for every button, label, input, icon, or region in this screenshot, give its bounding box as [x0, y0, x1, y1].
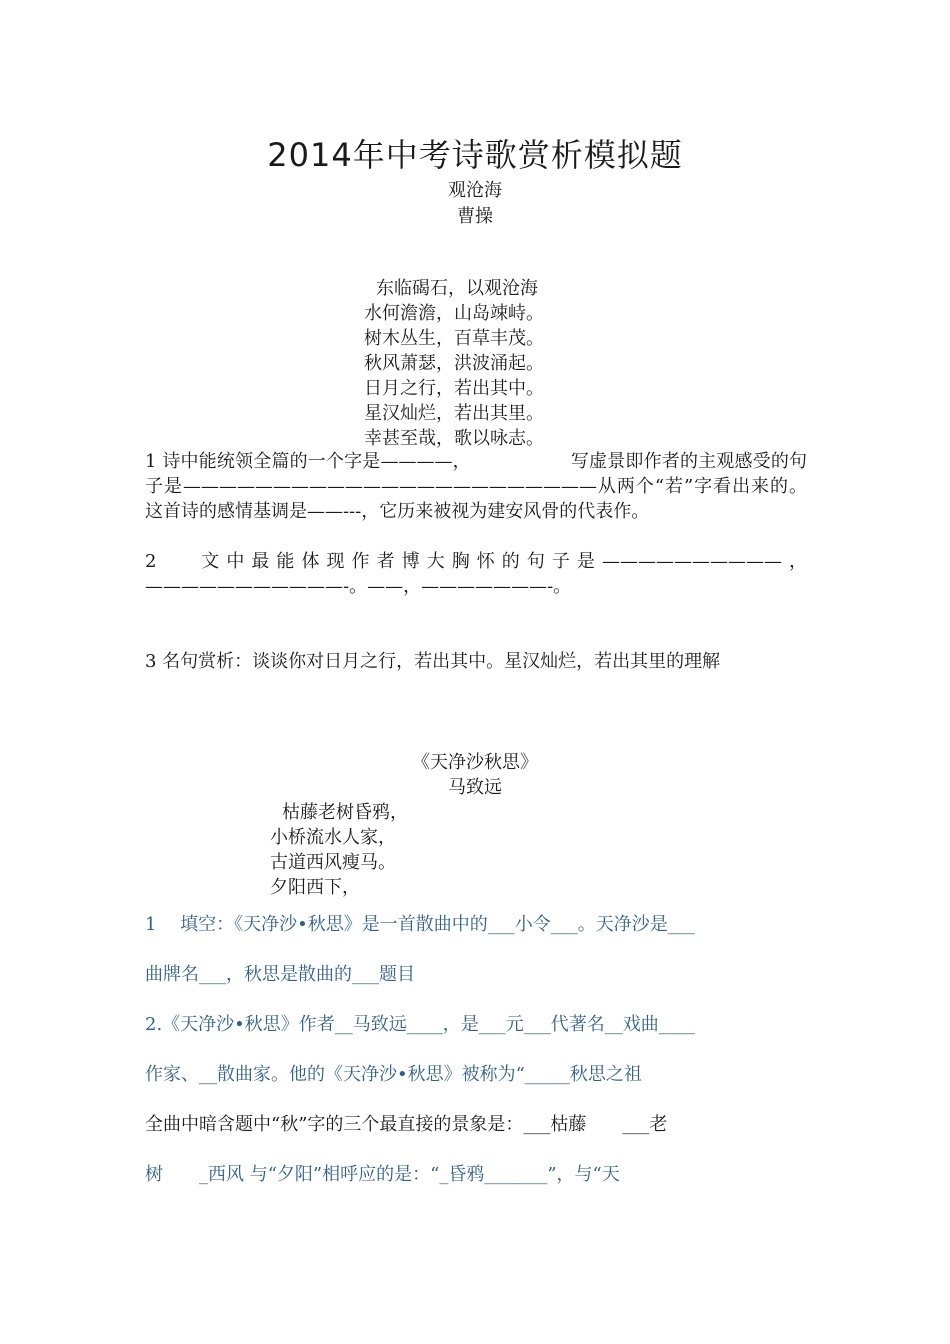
question-3: 3 名句赏析：谈谈你对日月之行，若出其中。星汉灿烂，若出其里的理解	[145, 651, 721, 672]
poem1-line: 星汉灿烂，若出其里。	[364, 403, 544, 424]
poem2-line: 夕阳西下，	[270, 877, 360, 898]
poem2-title: 《天净沙秋思》	[412, 752, 538, 773]
question-1: 1 诗中能统领全篇的一个字是————， 写虚景即作者的主观感受的句子是———————————————————————从两个“若”字看出来的。这首诗的感情基调是——---，它历来被视为建安风骨的代表作。	[145, 451, 807, 522]
fill-line-3: 2.《天净沙•秋思》作者__马致远____，是___元___代著名__戏曲____	[145, 1014, 695, 1035]
page-title: 2014年中考诗歌赏析模拟题	[267, 136, 683, 174]
poem1-line: 幸甚至哉，歌以咏志。	[364, 428, 544, 449]
poem1-line: 水何澹澹，山岛竦峙。	[364, 303, 544, 324]
poem1-author: 曹操	[457, 206, 493, 227]
poem1-line: 秋风萧瑟，洪波涌起。	[364, 353, 544, 374]
poem2-line: 古道西风瘦马。	[270, 852, 396, 873]
poem2-author: 马致远	[448, 777, 502, 798]
fill-line-1: 1 填空：《天净沙•秋思》是一首散曲中的___小令___。天净沙是___	[145, 914, 695, 935]
poem1-title: 观沧海	[448, 180, 502, 201]
poem1-line: 树木丛生，百草丰茂。	[364, 328, 544, 349]
fill-line-6: 树 _西风 与“夕阳”相呼应的是：“_昏鸦_______”，与“天	[145, 1164, 620, 1185]
fill-line-5: 全曲中暗含题中“秋”字的三个最直接的景象是：___枯藤 ___老	[145, 1114, 668, 1135]
poem2-line: 枯藤老树昏鸦，	[282, 802, 408, 823]
fill-line-4: 作家、__散曲家。他的《天净沙•秋思》被称为“_____秋思之祖	[145, 1064, 642, 1085]
fill-line-2: 曲牌名___，秋思是散曲的___题目	[145, 964, 415, 985]
poem1-line: 东临碣石，以观沧海	[376, 278, 538, 299]
poem1-line: 日月之行，若出其中。	[364, 378, 544, 399]
poem2-line: 小桥流水人家，	[270, 827, 396, 848]
question-2: 2 文中最能体现作者博大胸怀的句子是——————————，———————————-。——，———————-。	[145, 551, 807, 597]
